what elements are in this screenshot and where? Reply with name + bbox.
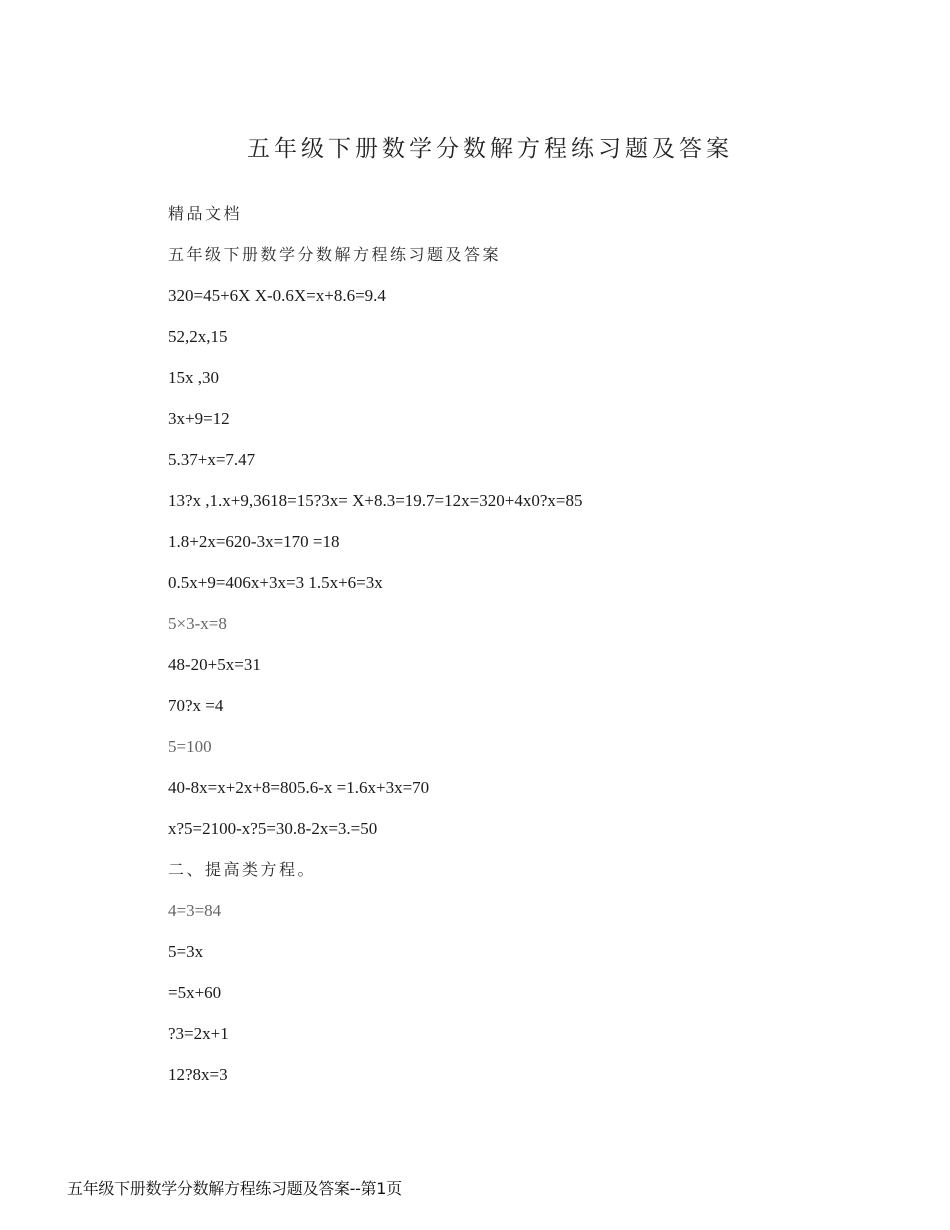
equation-line: 320=45+6X X-0.6X=x+8.6=9.4 [168, 286, 386, 305]
equation-line: 0.5x+9=406x+3x=3 1.5x+6=3x [168, 573, 383, 592]
equation-line: =5x+60 [168, 983, 222, 1002]
equation-line: 5=3x [168, 942, 204, 961]
section-heading: 二、提高类方程。 [168, 860, 317, 879]
doc-label: 精品文档 [168, 204, 243, 223]
equation-line: ?3=2x+1 [168, 1024, 229, 1043]
document-body [168, 203, 910, 1105]
equation-line: 5.37+x=7.47 [168, 450, 256, 469]
equation-line: x?5=2100-x?5=30.8-2x=3.=50 [168, 819, 378, 838]
page-title: 五年级下册数学分数解方程练习题及答案 [247, 136, 733, 162]
equation-line: 40-8x=x+2x+8=805.6-x =1.6x+3x=70 [168, 778, 430, 797]
equation-line: 5=100 [168, 737, 212, 756]
equation-line: 15x ,30 [168, 368, 219, 387]
equation-line: 12?8x=3 [168, 1065, 228, 1084]
equation-line: 1.8+2x=620-3x=170 =18 [168, 532, 340, 551]
page-footer: 五年级下册数学分数解方程练习题及答案--第1页 [67, 1179, 402, 1198]
equation-line: 70?x =4 [168, 696, 224, 715]
equation-line: 3x+9=12 [168, 409, 230, 428]
doc-subtitle: 五年级下册数学分数解方程练习题及答案 [168, 245, 502, 264]
equation-line: 5×3-x=8 [168, 614, 227, 633]
equation-line: 4=3=84 [168, 901, 222, 920]
equation-line: 48-20+5x=31 [168, 655, 261, 674]
equation-line: 13?x ,1.x+9,3618=15?3x= X+8.3=19.7=12x=320+4x0?x=85 [168, 491, 583, 510]
equation-line: 52,2x,15 [168, 327, 228, 346]
